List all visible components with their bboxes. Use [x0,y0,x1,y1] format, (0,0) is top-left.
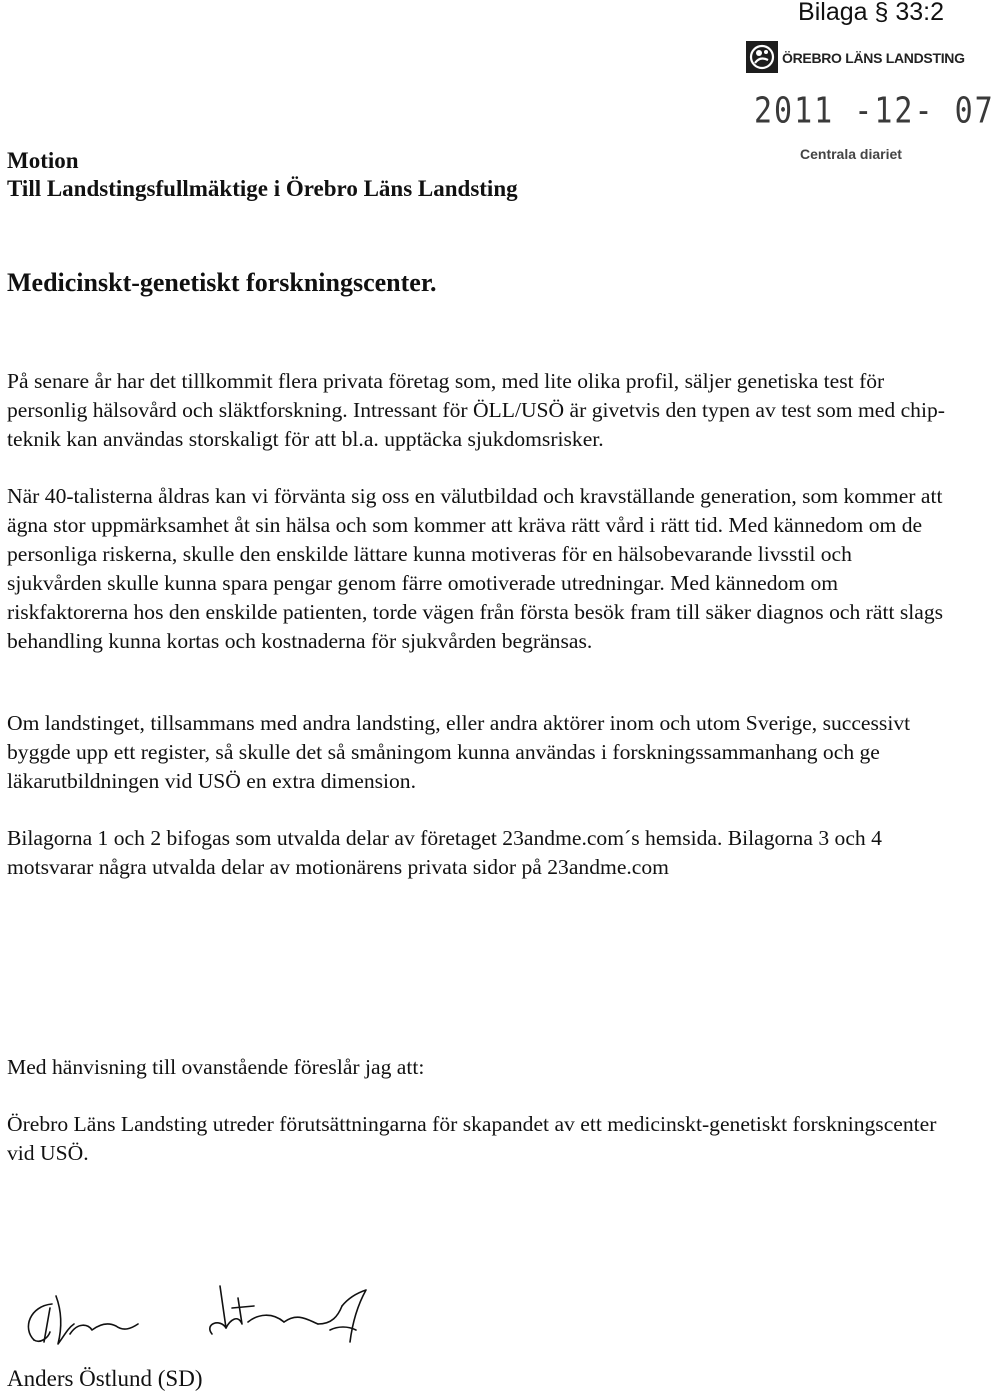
organization-stamp [746,40,965,76]
motion-title: Medicinskt-genetiskt forskningscenter. [7,268,437,297]
stamp-diary: Centrala diariet [800,146,902,162]
stamp-date: 2011 -12- 07 [754,90,995,132]
paragraph-4: Bilagorna 1 och 2 bifogas som utvalda delar av företaget 23andme.com´s hemsida. Bilagorna 3 och 4 motsvarar några utvalda delar av motionärens privata sidor på 23andme.com [7,826,882,879]
landsting-logo-icon [746,41,778,73]
proposal-text: Örebro Läns Landsting utreder förutsättningarna för skapandet av ett medicinskt-genetiskt forskningscenter vid USÖ. [7,1112,937,1165]
handwritten-signature [4,1278,394,1368]
paragraph-1: På senare år har det tillkommit flera privata företag som, med lite olika profil, säljer genetiska test för personlig hälsovård och släktforskning. Intressant för ÖLL/USÖ är givetvis den typen av test som med chip-teknik kan användas storskaligt för att bl.a. upptäcka sjukdomsrisker. [7,369,945,451]
proposal-intro: Med hänvisning till ovanstående föreslår jag att: [7,1055,425,1079]
signer-name: Anders Östlund (SD) [7,1366,203,1391]
stamp-organization: ÖREBRO LÄNS LANDSTING [782,50,965,66]
attachment-label: Bilaga § 33:2 [798,0,944,26]
document-type: Motion [7,148,79,173]
recipient: Till Landstingsfullmäktige i Örebro Läns Landsting [7,176,518,201]
paragraph-3: Om landstinget, tillsammans med andra landsting, eller andra aktörer inom och utom Sverige, successivt byggde upp ett register, så skulle det så småningom kunna användas i forskningssammanhang och ge läkarutbildningen vid USÖ en extra dimension. [7,711,911,793]
paragraph-2: När 40-talisterna åldras kan vi förvänta sig oss en välutbildad och kravställande generation, som kommer att ägna stor uppmärksamhet åt sin hälsa och som kommer att kräva rätt vård i rätt tid. Med kännedom om de personliga riskerna, skulle den enskilde lättare kunna motiveras för en hälsobevarande livsstil och sjukvården skulle kunna spara pengar genom färre omotiverade utredningar. Med kännedom om riskfaktorerna hos den enskilde patienten, torde vägen från första besök fram till säker diagnos och rätt slags behandling kunna kortas och kostnaderna för sjukvården begränsas. [7,484,944,653]
